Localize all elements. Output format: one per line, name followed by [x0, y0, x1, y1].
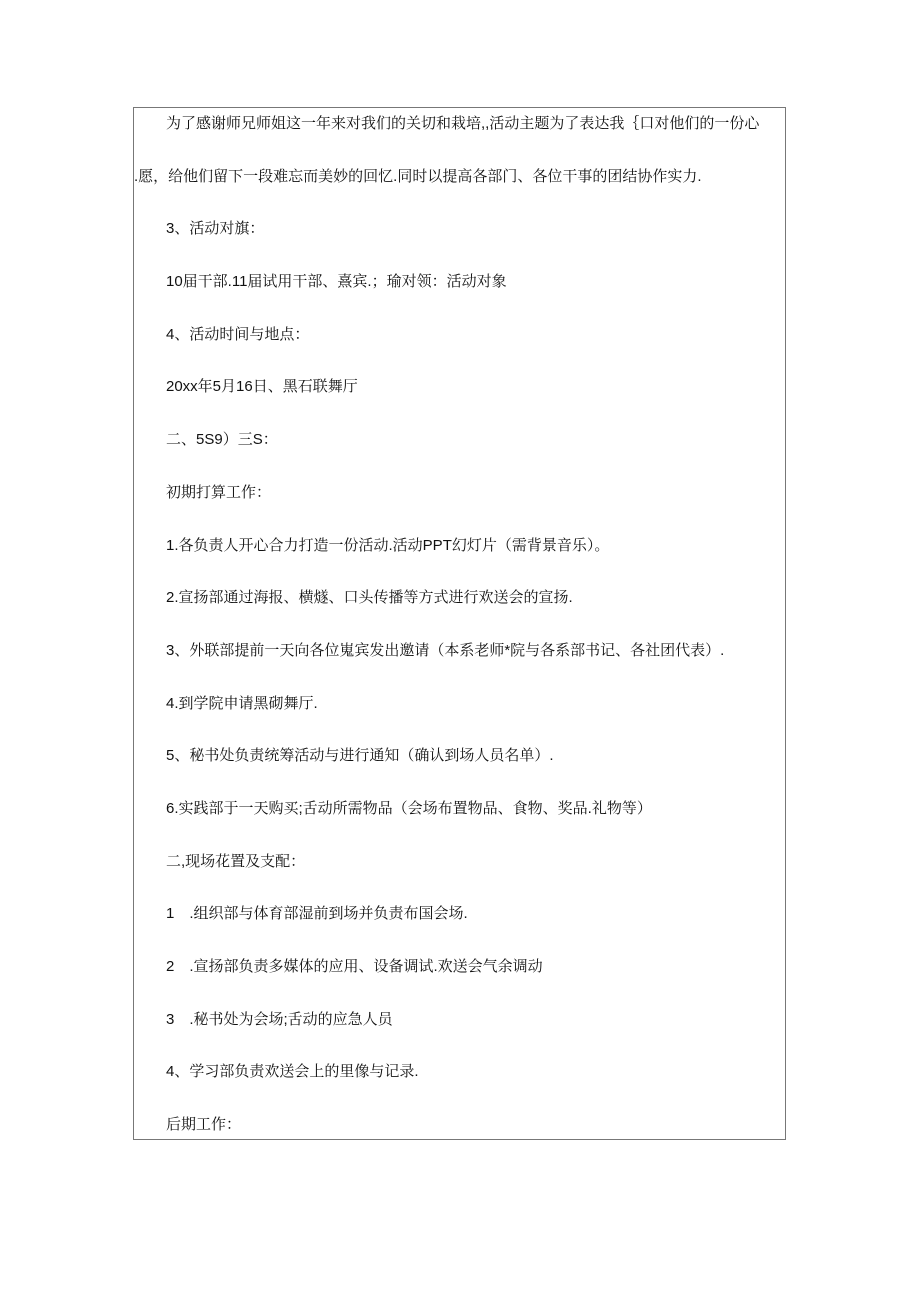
document-body	[134, 107, 785, 1140]
paragraph-line: 4.到学院申请黑砌舞厅.	[166, 694, 318, 712]
paragraph-line: 后期工作：	[166, 1116, 242, 1134]
paragraph-line: 1.各负责人开心合力打造一份活动.活动PPT幻灯片（需背景音乐）。	[166, 536, 610, 554]
paragraph-line: 3、活动对旗：	[166, 220, 265, 238]
paragraph-line: 初期打算工作：	[166, 483, 272, 501]
paragraph-line: 1 .组织部与体育部湿前到场并负责布国会场.	[166, 905, 468, 923]
paragraph-line: 二,现场花置及支配：	[166, 852, 306, 870]
paragraph-line: 4、活动时间与地点：	[166, 325, 310, 343]
paragraph-line: 为了感谢师兄师姐这一年来对我们的关切和栽培,,活动主题为了表达我｛口对他们的一份心	[166, 115, 760, 132]
paragraph-line: 20xx年5月16日、黑石联舞厅	[166, 378, 358, 396]
paragraph-line: 5、秘书处负责统筹活动与进行通知（确认到场人员名单）.	[166, 747, 554, 765]
paragraph-line: 2.宣扬部通过海报、横燧、口头传播等方式进行欢送会的宣扬.	[166, 589, 573, 607]
paragraph-line: .愿，给他们留下一段难忘而美妙的回忆.同时以提高各部门、各位干事的团结协作实力.	[134, 167, 702, 185]
paragraph-line: 2 .宣扬部负责多媒体的应用、设备调试.欢送会气余调动	[166, 958, 543, 975]
paragraph-line: 6.实践部于一天购买;舌动所需物品（会场布置物品、食物、奖品.礼物等）	[166, 799, 652, 817]
paragraph-line: 4、学习部负责欢送会上的里像与记录.	[166, 1063, 419, 1081]
paragraph-line: 二、5S9）三S：	[166, 431, 278, 449]
paragraph-line: 10届干部.11届试用干部、熹宾.；瑜对领：活动对象	[166, 273, 507, 291]
paragraph-line: 3 .秘书处为会场;舌动的应急人员	[166, 1010, 393, 1028]
paragraph-line: 3、外联部提前一天向各位嵬宾发出邀请（本系老师*院与各系部书记、各社团代表）.	[166, 641, 725, 659]
document-page-frame	[133, 107, 786, 1140]
